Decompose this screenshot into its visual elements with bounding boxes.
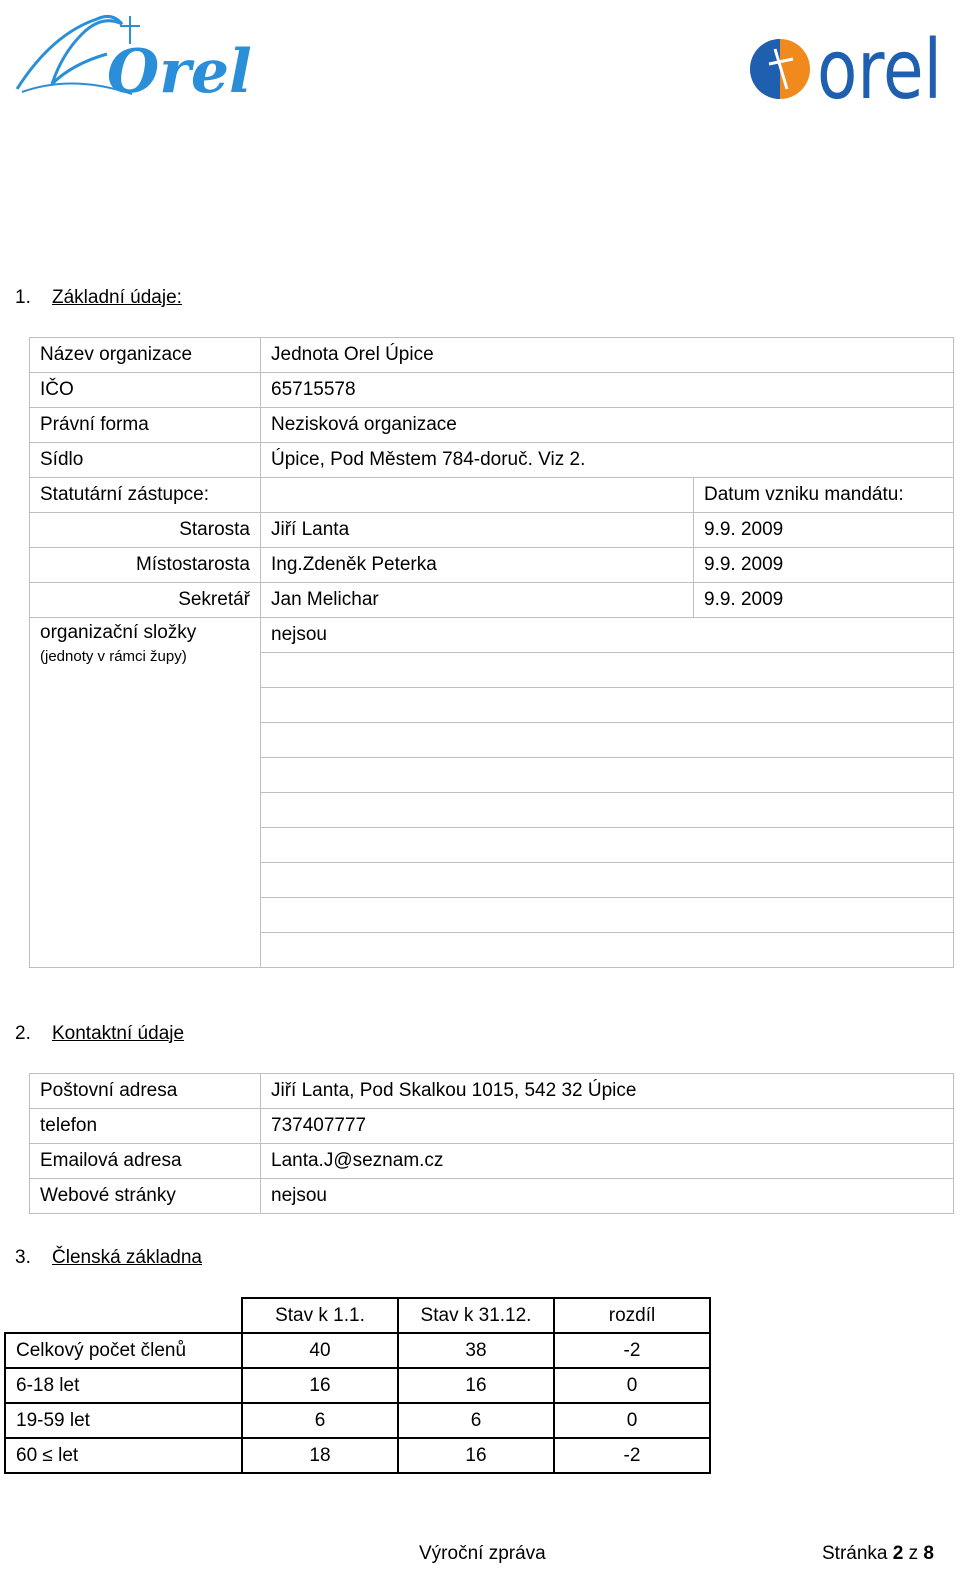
orel-logo-right — [745, 4, 945, 118]
table-row — [5, 1403, 710, 1438]
section3-number: 3. — [15, 1247, 31, 1268]
basic-info-table — [29, 337, 954, 968]
table-row — [30, 443, 954, 478]
table-row — [30, 1179, 954, 1214]
empty-cell — [261, 863, 954, 898]
officer-date: 9.9. 2009 — [694, 583, 954, 618]
section2-heading — [15, 1023, 184, 1045]
empty-cell — [261, 758, 954, 793]
cell-end: 38 — [398, 1333, 554, 1368]
section3-title: Členská základna — [52, 1247, 202, 1268]
table-row — [30, 408, 954, 443]
table-row — [5, 1368, 710, 1403]
table-row — [30, 1074, 954, 1109]
row-label: 60 ≤ let — [5, 1438, 242, 1473]
row-label: Webové stránky — [30, 1179, 261, 1214]
table-row — [5, 1438, 710, 1473]
table-row — [30, 548, 954, 583]
org-units-value: nejsou — [261, 618, 954, 653]
table-row — [30, 618, 954, 653]
row-value: Jiří Lanta, Pod Skalkou 1015, 542 32 Úpice — [261, 1074, 954, 1109]
table-row — [30, 478, 954, 513]
row-label: Emailová adresa — [30, 1144, 261, 1179]
cell-diff: 0 — [554, 1403, 710, 1438]
table-row — [30, 583, 954, 618]
section2-number: 2. — [15, 1023, 31, 1044]
row-value: Úpice, Pod Městem 784-doruč. Viz 2. — [261, 443, 954, 478]
officer-name: Jiří Lanta — [261, 513, 694, 548]
row-label: Právní forma — [30, 408, 261, 443]
cell-end: 16 — [398, 1368, 554, 1403]
empty-cell — [261, 933, 954, 968]
officer-name: Jan Melichar — [261, 583, 694, 618]
section1-heading — [15, 287, 182, 309]
cell-diff: 0 — [554, 1368, 710, 1403]
column-header: Stav k 1.1. — [242, 1298, 398, 1333]
section2-title: Kontaktní údaje — [52, 1023, 185, 1044]
empty-cell — [261, 828, 954, 863]
cell-start: 6 — [242, 1403, 398, 1438]
statutory-label: Statutární zástupce: — [30, 478, 261, 513]
table-row — [30, 1109, 954, 1144]
table-header-row — [5, 1298, 710, 1333]
org-units-label-cell — [30, 618, 261, 968]
table-row — [30, 513, 954, 548]
empty-cell — [261, 688, 954, 723]
row-label: IČO — [30, 373, 261, 408]
svg-text:Orel: Orel — [107, 37, 252, 107]
section1-number: 1. — [15, 287, 31, 308]
table-row — [30, 338, 954, 373]
row-value: Jednota Orel Úpice — [261, 338, 954, 373]
row-value: 65715578 — [261, 373, 954, 408]
cell-diff: -2 — [554, 1438, 710, 1473]
cell-diff: -2 — [554, 1333, 710, 1368]
officer-date: 9.9. 2009 — [694, 513, 954, 548]
table-row — [30, 1144, 954, 1179]
section3-heading — [15, 1247, 202, 1269]
page-sep: z — [908, 1543, 919, 1564]
section1-title: Základní údaje: — [52, 287, 182, 308]
officer-date: 9.9. 2009 — [694, 548, 954, 583]
row-value: Lanta.J@seznam.cz — [261, 1144, 954, 1179]
page-current: 2 — [892, 1543, 904, 1564]
footer-page-number — [822, 1543, 934, 1565]
empty-cell — [261, 723, 954, 758]
page-prefix: Stránka — [822, 1543, 888, 1564]
officer-name: Ing.Zdeněk Peterka — [261, 548, 694, 583]
row-label: Poštovní adresa — [30, 1074, 261, 1109]
cell-end: 6 — [398, 1403, 554, 1438]
table-row — [5, 1333, 710, 1368]
empty-cell — [261, 653, 954, 688]
row-label: 19-59 let — [5, 1403, 242, 1438]
footer-doc-title: Výroční zpráva — [419, 1543, 546, 1564]
empty-cell — [261, 898, 954, 933]
row-label: 6-18 let — [5, 1368, 242, 1403]
empty-cell — [261, 478, 694, 513]
cell-start: 40 — [242, 1333, 398, 1368]
mandate-label: Datum vzniku mandátu: — [694, 478, 954, 513]
empty-cell — [261, 793, 954, 828]
orel-logo-left — [12, 4, 257, 107]
membership-table — [4, 1297, 711, 1474]
column-header: Stav k 31.12. — [398, 1298, 554, 1333]
cell-end: 16 — [398, 1438, 554, 1473]
row-label: Název organizace — [30, 338, 261, 373]
column-header: rozdíl — [554, 1298, 710, 1333]
svg-text:orel: orel — [817, 23, 942, 118]
contact-table — [29, 1073, 954, 1214]
row-label: Sídlo — [30, 443, 261, 478]
table-row — [30, 373, 954, 408]
officer-role: Místostarosta — [30, 548, 261, 583]
row-value: 737407777 — [261, 1109, 954, 1144]
cell-start: 18 — [242, 1438, 398, 1473]
row-label: telefon — [30, 1109, 261, 1144]
cell-start: 16 — [242, 1368, 398, 1403]
empty-cell — [5, 1298, 242, 1333]
row-value: nejsou — [261, 1179, 954, 1214]
org-units-sublabel: (jednoty v rámci župy) — [40, 648, 187, 665]
row-label: Celkový počet členů — [5, 1333, 242, 1368]
officer-role: Sekretář — [30, 583, 261, 618]
org-units-label: organizační složky — [40, 622, 197, 643]
officer-role: Starosta — [30, 513, 261, 548]
row-value: Nezisková organizace — [261, 408, 954, 443]
page-total: 8 — [923, 1543, 934, 1564]
